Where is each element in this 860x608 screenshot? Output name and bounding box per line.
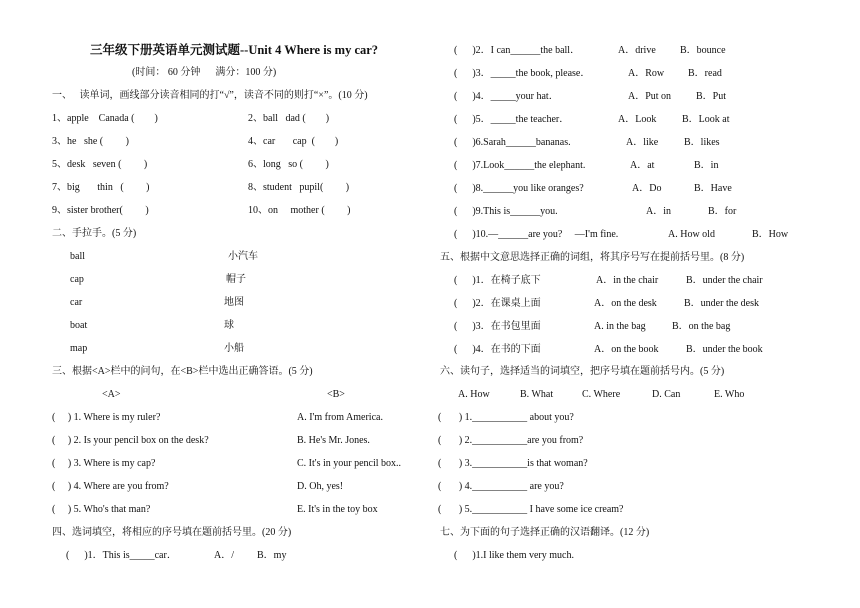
sec3-question: ( ) 4. Where are you from? bbox=[52, 481, 169, 492]
sec4-option-b: B．in bbox=[694, 160, 719, 171]
sec6-item: ( ) 2.___________are you from? bbox=[438, 435, 584, 446]
page-title: 三年级下册英语单元测试题--Unit 4 Where is my car? bbox=[90, 43, 379, 57]
sec4-option-a: A．like bbox=[626, 137, 659, 148]
match-meaning: 球 bbox=[224, 320, 234, 331]
sec3-answer: C. It's in your pencil box.. bbox=[297, 458, 402, 469]
sec4-item: ( )8.______you like oranges? bbox=[454, 183, 584, 194]
sec4-item: ( )2．I can______the ball． bbox=[454, 45, 581, 56]
match-meaning: 地图 bbox=[224, 297, 244, 308]
sec3-answer: E. It's in the toy box bbox=[297, 504, 378, 515]
sec1-row-1-left: 1、apple Canada ( ) bbox=[52, 113, 158, 124]
column-a-label: <A> bbox=[102, 389, 121, 400]
word-option: C. Where bbox=[582, 389, 621, 400]
sec4-option-a: A．Do bbox=[632, 183, 662, 194]
sec4-item: ( )9.This is______you. bbox=[454, 206, 558, 217]
sec4-option-b: B．Look at bbox=[682, 114, 730, 125]
sec7-item: ( )1.I like them very much. bbox=[454, 550, 574, 561]
sec4-item: ( )5．_____the teacher． bbox=[454, 114, 570, 125]
sec6-item: ( ) 3.___________is that woman? bbox=[438, 458, 588, 469]
sec4-option-a: A．Put on bbox=[628, 91, 672, 102]
word-option: A. How bbox=[458, 389, 490, 400]
sec3-answer: A. I'm from America. bbox=[297, 412, 383, 423]
match-word: map bbox=[70, 343, 88, 354]
sec4-option-a: A. How old bbox=[668, 229, 715, 240]
sec5-option-b: B．on the bag bbox=[672, 321, 731, 332]
sec5-option-a: A. in the bag bbox=[594, 321, 646, 332]
section-2-heading: 二、手拉手。(5 分) bbox=[52, 228, 137, 239]
match-word: cap bbox=[70, 274, 84, 285]
section-1-heading: 一、 读单词，画线部分读音相同的打“√”，读音不同的则打“×”。(10 分) bbox=[52, 90, 368, 101]
section-3-heading: 三、根据<A>栏中的问句，在<B>栏中选出正确答语。(5 分) bbox=[52, 366, 313, 377]
sec4-option-b: B．read bbox=[688, 68, 722, 79]
sec4-option-b: B．for bbox=[708, 206, 737, 217]
sec1-row-1-right: 2、ball dad ( ) bbox=[248, 113, 330, 124]
sec5-option-b: B．under the book bbox=[686, 344, 763, 355]
sec4-option-a: A．/ bbox=[214, 550, 234, 561]
sec4-item: ( )4．_____your hat． bbox=[454, 91, 559, 102]
sec4-option-a: A．Row bbox=[628, 68, 665, 79]
sec4-item-1: ( )1．This is_____car． bbox=[66, 550, 177, 561]
sec6-item: ( ) 5.___________ I have some ice cream? bbox=[438, 504, 624, 515]
sec4-option-a: A．drive bbox=[618, 45, 656, 56]
match-word: car bbox=[70, 297, 83, 308]
match-meaning: 小船 bbox=[224, 343, 244, 354]
sec3-answer: B. He's Mr. Jones. bbox=[297, 435, 370, 446]
sec1-row-3-left: 5、desk seven ( ) bbox=[52, 159, 148, 170]
sec3-question: ( ) 1. Where is my ruler? bbox=[52, 412, 161, 423]
sec4-option-b: B．Have bbox=[694, 183, 732, 194]
sec5-item: ( )4．在书的下面 bbox=[454, 344, 541, 355]
sec1-row-2-left: 3、he she ( ) bbox=[52, 136, 129, 147]
sec5-option-b: B．under the chair bbox=[686, 275, 763, 286]
sec3-answer: D. Oh, yes! bbox=[297, 481, 344, 492]
sec5-option-a: A．on the desk bbox=[594, 298, 657, 309]
column-b-label: <B> bbox=[327, 389, 345, 400]
sec6-item: ( ) 1.___________ about you? bbox=[438, 412, 574, 423]
sec4-item: ( )6.Sarah______bananas. bbox=[454, 137, 571, 148]
sec1-row-5-right: 10、on mother ( ) bbox=[248, 205, 351, 216]
section-5-heading: 五、根据中文意思选择正确的词组，将其序号写在提前括号里。(8 分) bbox=[440, 252, 745, 263]
sec4-item: ( )7.Look______the elephant. bbox=[454, 160, 586, 171]
sec5-item: ( )1．在椅子底下 bbox=[454, 275, 541, 286]
match-word: ball bbox=[70, 251, 85, 262]
sec3-question: ( ) 3. Where is my cap? bbox=[52, 458, 156, 469]
section-4-heading: 四、选词填空，将相应的序号填在题前括号里。(20 分) bbox=[52, 527, 292, 538]
sec6-item: ( ) 4.___________ are you? bbox=[438, 481, 564, 492]
sec4-option-b: B．likes bbox=[684, 137, 720, 148]
sec3-question: ( ) 2. Is your pencil box on the desk? bbox=[52, 435, 209, 446]
sec1-row-5-left: 9、sister brother( ) bbox=[52, 205, 149, 216]
sec4-item: ( )10.—______are you? —I'm fine. bbox=[454, 229, 619, 240]
sec5-item: ( )3．在书包里面 bbox=[454, 321, 541, 332]
sec5-option-a: A．on the book bbox=[594, 344, 659, 355]
section-7-heading: 七、为下面的句子选择正确的汉语翻译。(12 分) bbox=[440, 527, 650, 538]
sec4-option-a: A．in bbox=[646, 206, 671, 217]
sec4-option-b: B．How bbox=[752, 229, 789, 240]
sec4-option-a: A．Look bbox=[618, 114, 657, 125]
match-meaning: 帽子 bbox=[226, 274, 246, 285]
word-option: B. What bbox=[520, 389, 554, 400]
sec4-option-b: B．bounce bbox=[680, 45, 726, 56]
word-option: E. Who bbox=[714, 389, 745, 400]
match-meaning: 小汽车 bbox=[228, 251, 258, 262]
sec1-row-4-right: 8、student pupil( ) bbox=[248, 182, 350, 193]
sec4-item: ( )3．_____the book, please． bbox=[454, 68, 591, 79]
sec4-option-b: B．Put bbox=[696, 91, 727, 102]
section-6-heading: 六、读句子，选择适当的词填空，把序号填在题前括号内。(5 分) bbox=[440, 366, 725, 377]
sec5-option-a: A．in the chair bbox=[596, 275, 659, 286]
match-word: boat bbox=[70, 320, 88, 331]
sec1-row-2-right: 4、car cap ( ) bbox=[248, 136, 339, 147]
sec1-row-4-left: 7、big thin ( ) bbox=[52, 182, 150, 193]
sec4-option-b: B．my bbox=[257, 550, 287, 561]
sec5-item: ( )2．在课桌上面 bbox=[454, 298, 541, 309]
sec1-row-3-right: 6、long so ( ) bbox=[248, 159, 329, 170]
sec4-option-a: A．at bbox=[630, 160, 655, 171]
word-option: D. Can bbox=[652, 389, 681, 400]
page-subtitle: (时间： 60 分钟 满分：100 分) bbox=[132, 67, 277, 78]
sec5-option-b: B．under the desk bbox=[684, 298, 759, 309]
sec3-question: ( ) 5. Who's that man? bbox=[52, 504, 151, 515]
